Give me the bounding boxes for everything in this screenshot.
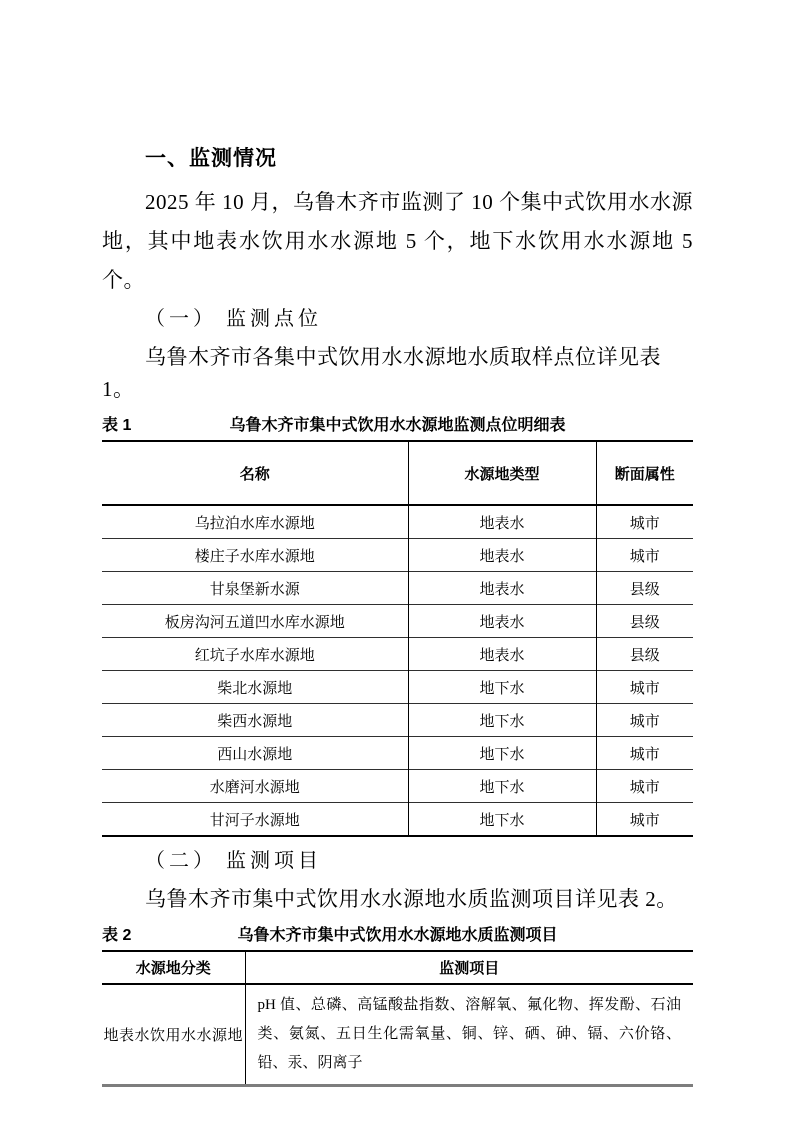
table-cell: 地表水: [408, 505, 596, 539]
table-cell: 楼庄子水库水源地: [102, 539, 408, 572]
table-cell: 地表水: [408, 605, 596, 638]
table-row: [102, 505, 693, 539]
table-cell: 城市: [629, 746, 660, 763]
table1-label: 表 1: [102, 417, 132, 434]
table-cell: 地下水: [408, 770, 596, 803]
table-cell: 地表水: [408, 572, 596, 605]
table-cell: 地表水: [408, 539, 596, 572]
table-cell: 城市: [629, 680, 660, 697]
column-header: 水源地分类: [102, 951, 245, 984]
subsection-heading-monitoring-items: （二） 监测项目: [145, 850, 322, 872]
table-cell: 县级: [629, 647, 660, 664]
table-cell: 柴西水源地: [102, 704, 408, 737]
column-header: 监测项目: [439, 960, 500, 977]
subsection-heading-monitoring-points: （一） 监测点位: [145, 308, 322, 330]
paragraph-table2-reference: 乌鲁木齐市集中式饮用水水源地水质监测项目详见表 2。: [145, 887, 678, 911]
table-cell: 地下水: [408, 704, 596, 737]
table1-title: 乌鲁木齐市集中式饮用水水源地监测点位明细表: [229, 417, 566, 434]
document-content: [102, 0, 693, 1087]
table-row: [102, 638, 693, 671]
table-cell: 地表水饮用水水源地: [102, 984, 245, 1086]
table-cell: pH 值、总磷、高锰酸盐指数、溶解氧、氟化物、挥发酚、石油类、氨氮、五日生化需氧量、铜、锌、硒、砷、镉、六价铬、铅、汞、阴离子: [257, 997, 681, 1071]
table-cell: 县级: [629, 581, 660, 598]
table-cell: 城市: [629, 779, 660, 796]
table-cell: 红坑子水库水源地: [102, 638, 408, 671]
table-cell: 县级: [629, 614, 660, 631]
table-row: [102, 671, 693, 704]
column-header: 断面属性: [614, 465, 675, 483]
table-row: [102, 803, 693, 837]
table2-header-row: [102, 951, 693, 984]
table2-body: [102, 984, 693, 1086]
table2-label: 表 2: [102, 927, 132, 944]
table-row: [102, 539, 693, 572]
table2-title: 乌鲁木齐市集中式饮用水水源地水质监测项目: [237, 927, 558, 944]
table-cell: 乌拉泊水库水源地: [102, 505, 408, 539]
table-cell: 柴北水源地: [102, 671, 408, 704]
table-cell: 城市: [629, 812, 660, 829]
table1-caption: [102, 415, 693, 437]
paragraph-monitoring-summary: 2025 年 10 月，乌鲁木齐市监测了 10 个集中式饮用水水源地，其中地表水饮用水水源地 5 个，地下水饮用水水源地 5 个。: [102, 190, 693, 292]
table-row: [102, 737, 693, 770]
table-row: [102, 572, 693, 605]
table-cell: 地表水: [408, 638, 596, 671]
table-cell: 城市: [629, 713, 660, 730]
table-cell: 地下水: [408, 737, 596, 770]
table-cell: 地下水: [408, 671, 596, 704]
table-cell: 地下水: [408, 803, 596, 837]
table-cell: 西山水源地: [102, 737, 408, 770]
table-row: [102, 984, 693, 1086]
paragraph-table1-reference: 乌鲁木齐市各集中式饮用水水源地水质取样点位详见表 1。: [102, 345, 661, 401]
table-row: [102, 770, 693, 803]
column-header: 名称: [102, 441, 408, 505]
column-header: 水源地类型: [408, 441, 596, 505]
table-cell: 甘泉堡新水源: [102, 572, 408, 605]
table1-header-row: [102, 441, 693, 505]
table-cell: 水磨河水源地: [102, 770, 408, 803]
table-row: [102, 704, 693, 737]
table2-caption: [102, 925, 693, 947]
table-row: [102, 605, 693, 638]
table1-monitoring-points: [102, 440, 693, 837]
section-heading-monitoring-situation: 一、监测情况: [145, 147, 277, 170]
table-cell: 城市: [629, 515, 660, 532]
table-cell: 板房沟河五道凹水库水源地: [102, 605, 408, 638]
table2-monitoring-items: [102, 950, 693, 1087]
table1-body: [102, 505, 693, 836]
table-cell: 甘河子水源地: [102, 803, 408, 837]
table-cell: 城市: [629, 548, 660, 565]
